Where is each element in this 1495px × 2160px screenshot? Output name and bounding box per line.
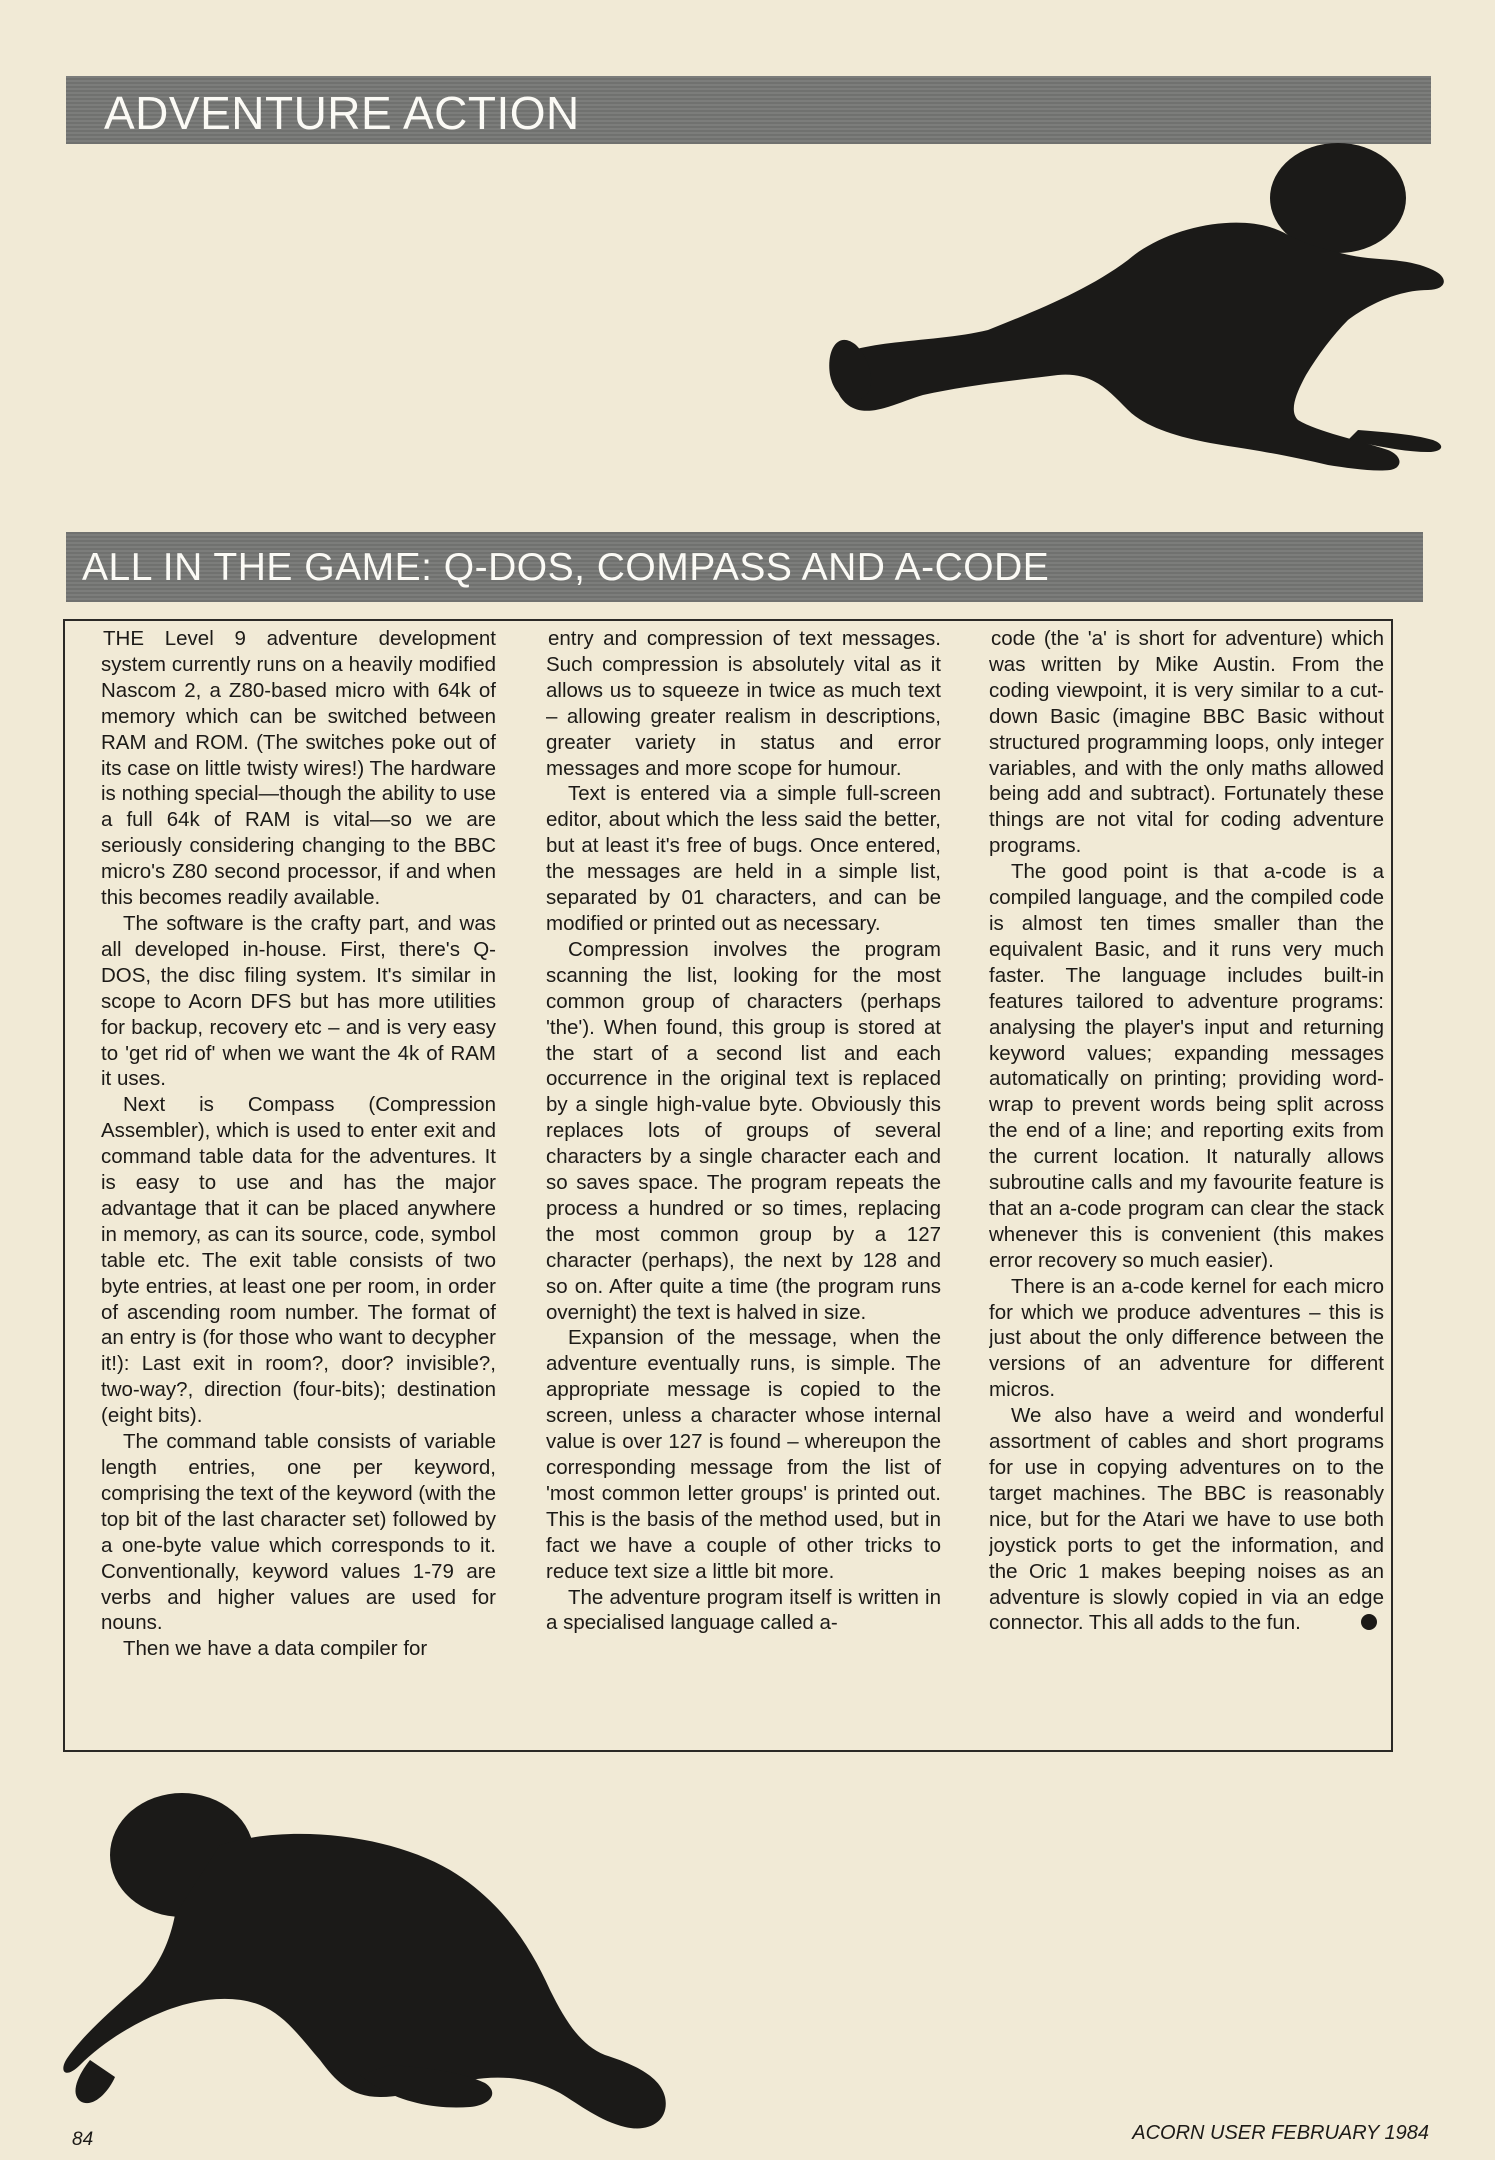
paragraph-last xyxy=(989,1403,1384,1636)
article-column-1 xyxy=(101,626,496,1744)
paragraph: Then we have a data compiler for xyxy=(123,1637,428,1661)
paragraph: THE Level 9 adventure development system currently runs on a heavily modified Nascom 2, a Z80-based micro with 64k of memory which can be switched between RAM and ROM. (The switches poke out of its case on little twisty wires!) The hardware is nothing special—though the ability to use a full 64k of RAM is vital—so we are seriously considering changing to the BBC micro's Z80 second processor, if and when this becomes readily available. xyxy=(101,627,496,910)
paragraph: Next is Compass (Compression Assembler), which is used to enter exit and command table data for the adventures. It is easy to use and has the major advantage that it can be placed anywhere in memory, as can its source, code, symbol table etc. The exit table consists of two byte entries, at least one per room, in order of ascending room number. The format of an entry is (for those who want to decypher it!): Last exit in room?, door? invisible?, two-way?, direction (four-bits); destination (eight bits). xyxy=(101,1093,496,1428)
paragraph: The good point is that a-code is a compiled language, and the compiled code is almost ten times smaller than the equivalent Basic, and it runs very much faster. The language includes built-in features tailored to adventure programs: analysing the player's input and returning keyword values; expanding messages automatically on printing; providing word-wrap to prevent words being split across the end of a line; and reporting exits from the current location. It naturally allows subroutine calls and my favourite feature is that an a-code program can clear the stack whenever this is convenient (this makes error recovery so much easier). xyxy=(989,860,1384,1272)
issue-line: ACORN USER FEBRUARY 1984 xyxy=(1132,2122,1429,2144)
paragraph: There is an a-code kernel for each micro for which we produce adventures – this is just about the only difference between the versions of an adventure for different micros. xyxy=(989,1274,1384,1402)
paragraph: Compression involves the program scanning the list, looking for the most common group of characters (perhaps 'the'). When found, this group is stored at the start of a second list and each occurrence in the original text is replaced by a single high-value byte. Obviously this replaces lots of groups of several characters by a single character each and so saves space. The program repeats the process a hundred or so times, replacing the most common group by a 127 character (perhaps), the next by 128 and so on. After quite a time (the program runs overnight) the text is halved in size. xyxy=(546,937,941,1324)
paragraph: The adventure program itself is written in a specialised language called a- xyxy=(546,1585,941,1635)
page-number: 84 xyxy=(72,2129,94,2150)
paragraph: code (the 'a' is short for adventure) which was written by Mike Austin. From the coding viewpoint, it is very similar to a cut-down Basic (imagine BBC Basic without structured programming loops, only integer variables, and with the only maths allowed being add and subtract). Fortunately these things are not vital for coding adventure programs. xyxy=(989,627,1384,858)
crawling-figure-silhouette-top xyxy=(828,140,1448,500)
article-title-banner xyxy=(66,532,1423,602)
article-title: ALL IN THE GAME: Q-DOS, COMPASS AND A-CODE xyxy=(82,546,1050,589)
paragraph: Text is entered via a simple full-screen editor, about which the less said the better, but at least it's free of bugs. Once entered, the messages are held in a simple list, separated by 01 characters, and can be modified or printed out as necessary. xyxy=(546,782,941,935)
paragraph: Expansion of the message, when the adventure eventually runs, is simple. The appropriate message is copied to the screen, unless a character whose internal value is over 127 is found – whereupon the corresponding message from the list of 'most common letter groups' is printed out. This is the basis of the method used, but in fact we have a couple of other tricks to reduce text size a little bit more. xyxy=(546,1326,941,1583)
article-column-3 xyxy=(989,626,1384,1744)
crawling-figure-silhouette-bottom xyxy=(60,1775,670,2135)
section-banner xyxy=(66,76,1431,144)
paragraph: The command table consists of variable length entries, one per keyword, comprising the text of the keyword (with the top bit of the last character set) followed by a one-byte value which corresponds to it. Conventionally, keyword values 1-79 are verbs and higher values are used for nouns. xyxy=(101,1430,496,1635)
paragraph-text: We also have a weird and wonderful assortment of cables and short programs for use in copying adventures on to the target machines. The BBC is reasonably nice, but for the Atari we have to use both joystick ports to get the information, and the Oric 1 makes beeping noises as an adventure is slowly copied in via an edge connector. This all adds to the fun. xyxy=(989,1404,1384,1635)
paragraph: entry and compression of text messages. Such compression is absolutely vital as it allows us to squeeze in twice as much text – allowing greater realism in descriptions, greater variety in status and error messages and more scope for humour. xyxy=(546,627,941,780)
section-title: ADVENTURE ACTION xyxy=(104,87,580,139)
article-column-2 xyxy=(546,626,941,1744)
end-of-article-bullet-icon xyxy=(1361,1614,1377,1630)
paragraph: The software is the crafty part, and was all developed in-house. First, there's Q-DOS, the disc filing system. It's similar in scope to Acorn DFS but has more utilities for backup, recovery etc – and is very easy to 'get rid of' when we want the 4k of RAM it uses. xyxy=(101,911,496,1091)
